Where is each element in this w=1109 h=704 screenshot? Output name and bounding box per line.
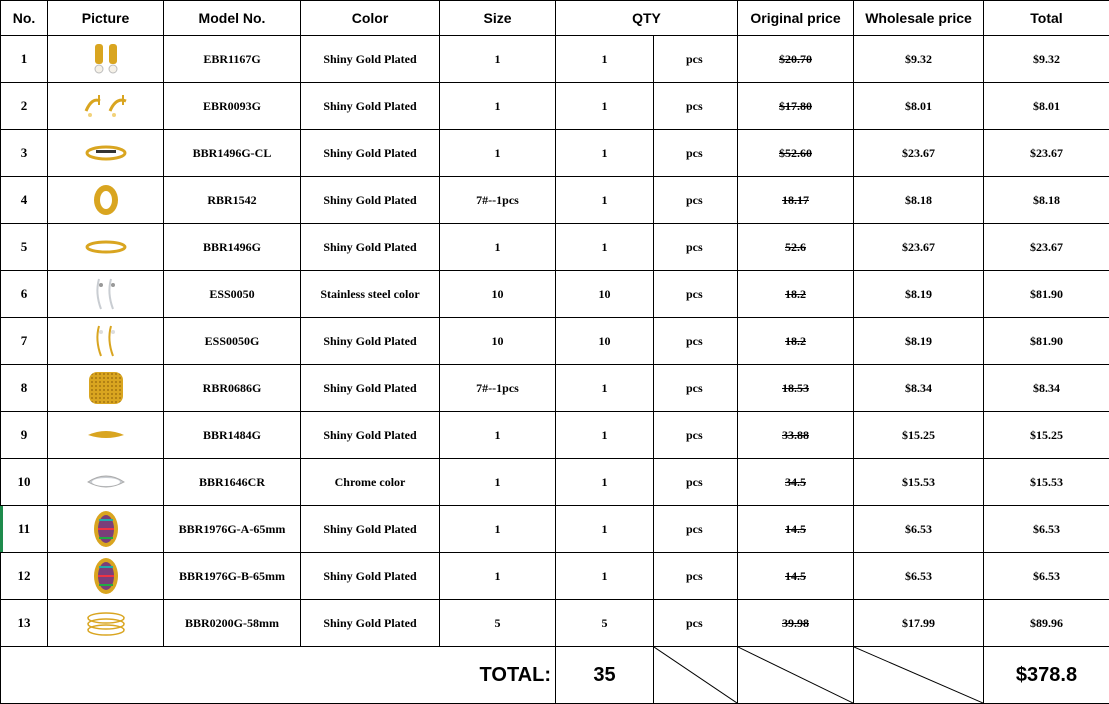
- quantity: 1: [556, 553, 654, 600]
- gold-ring-icon: [48, 177, 163, 223]
- product-picture: [48, 36, 164, 83]
- table-row: [1, 506, 1109, 553]
- wholesale-price: $15.25: [854, 412, 984, 459]
- product-picture: [48, 318, 164, 365]
- product-size: 10: [440, 271, 556, 318]
- quantity: 10: [556, 271, 654, 318]
- product-color: Shiny Gold Plated: [301, 365, 440, 412]
- row-number: 11: [1, 506, 48, 553]
- silver-ear-cuff-icon: [48, 271, 163, 317]
- line-total: $81.90: [984, 271, 1109, 318]
- product-picture: [48, 412, 164, 459]
- quantity-unit: pcs: [654, 36, 738, 83]
- wholesale-price: $6.53: [854, 506, 984, 553]
- product-picture: [48, 83, 164, 130]
- product-color: Shiny Gold Plated: [301, 36, 440, 83]
- gold-mesh-ring-icon: [48, 365, 163, 411]
- quantity: 1: [556, 83, 654, 130]
- quantity-unit: pcs: [654, 506, 738, 553]
- wholesale-price: $6.53: [854, 553, 984, 600]
- product-size: 1: [440, 83, 556, 130]
- original-price: 33.88: [782, 427, 809, 442]
- product-size: 1: [440, 412, 556, 459]
- original-price: $52.60: [779, 145, 812, 160]
- table-row: [1, 365, 1109, 412]
- product-picture: [48, 130, 164, 177]
- product-picture: [48, 459, 164, 506]
- product-color: Shiny Gold Plated: [301, 506, 440, 553]
- product-size: 7#--1pcs: [440, 365, 556, 412]
- quantity-unit: pcs: [654, 412, 738, 459]
- line-total: $6.53: [984, 506, 1109, 553]
- line-total: $9.32: [984, 36, 1109, 83]
- quantity: 10: [556, 318, 654, 365]
- model-number: BBR1496G-CL: [164, 130, 301, 177]
- model-number: EBR1167G: [164, 36, 301, 83]
- gold-bracelet-icon: [48, 130, 163, 176]
- quantity: 1: [556, 224, 654, 271]
- header-size: Size: [440, 1, 556, 36]
- wholesale-price: $23.67: [854, 130, 984, 177]
- product-size: 1: [440, 224, 556, 271]
- product-picture: [48, 224, 164, 271]
- original-price: 39.98: [782, 615, 809, 630]
- table-row: [1, 83, 1109, 130]
- header-color: Color: [301, 1, 440, 36]
- model-number: ESS0050G: [164, 318, 301, 365]
- row-number: 6: [1, 271, 48, 318]
- wholesale-price: $23.67: [854, 224, 984, 271]
- line-total: $15.25: [984, 412, 1109, 459]
- line-total: $15.53: [984, 459, 1109, 506]
- header-total: Total: [984, 1, 1109, 36]
- line-total: $89.96: [984, 600, 1109, 647]
- row-number: 4: [1, 177, 48, 224]
- quantity: 1: [556, 459, 654, 506]
- model-number: BBR1646CR: [164, 459, 301, 506]
- row-number: 13: [1, 600, 48, 647]
- table-row: [1, 224, 1109, 271]
- product-color: Shiny Gold Plated: [301, 318, 440, 365]
- quantity-unit: pcs: [654, 365, 738, 412]
- product-size: 1: [440, 36, 556, 83]
- original-price: 52.6: [785, 239, 806, 254]
- line-total: $23.67: [984, 224, 1109, 271]
- gold-earring-icon: [48, 36, 163, 82]
- table-row: [1, 318, 1109, 365]
- quantity-unit: pcs: [654, 553, 738, 600]
- product-size: 1: [440, 506, 556, 553]
- product-color: Shiny Gold Plated: [301, 412, 440, 459]
- product-size: 10: [440, 318, 556, 365]
- enamel-bangle-icon: [48, 553, 163, 599]
- quantity-unit: pcs: [654, 271, 738, 318]
- quantity: 1: [556, 412, 654, 459]
- product-picture: [48, 600, 164, 647]
- wholesale-price: $8.34: [854, 365, 984, 412]
- quantity-unit: pcs: [654, 224, 738, 271]
- table-row: [1, 412, 1109, 459]
- product-picture: [48, 553, 164, 600]
- line-total: $23.67: [984, 130, 1109, 177]
- quantity: 5: [556, 600, 654, 647]
- product-size: 1: [440, 553, 556, 600]
- wholesale-price: $15.53: [854, 459, 984, 506]
- model-number: EBR0093G: [164, 83, 301, 130]
- product-picture: [48, 177, 164, 224]
- row-number: 9: [1, 412, 48, 459]
- gold-cuff-bracelet-icon: [48, 412, 163, 458]
- original-price: 18.2: [785, 286, 806, 301]
- model-number: BBR0200G-58mm: [164, 600, 301, 647]
- header-model: Model No.: [164, 1, 301, 36]
- product-size: 5: [440, 600, 556, 647]
- model-number: ESS0050: [164, 271, 301, 318]
- header-qty: QTY: [556, 1, 738, 36]
- original-price: $17.80: [779, 98, 812, 113]
- row-number: 7: [1, 318, 48, 365]
- model-number: BBR1484G: [164, 412, 301, 459]
- table-row: [1, 553, 1109, 600]
- line-total: $8.18: [984, 177, 1109, 224]
- product-picture: [48, 506, 164, 553]
- quantity-unit: pcs: [654, 177, 738, 224]
- original-price: 18.17: [782, 192, 809, 207]
- model-number: RBR0686G: [164, 365, 301, 412]
- quantity-unit: pcs: [654, 600, 738, 647]
- product-color: Stainless steel color: [301, 271, 440, 318]
- empty-diagonal-cell: [654, 647, 738, 704]
- table-row: [1, 130, 1109, 177]
- row-number: 10: [1, 459, 48, 506]
- gold-bangle-icon: [48, 224, 163, 270]
- header-wholesale-price: Wholesale price: [854, 1, 984, 36]
- line-total: $6.53: [984, 553, 1109, 600]
- wholesale-price: $17.99: [854, 600, 984, 647]
- header-original-price: Original price: [738, 1, 854, 36]
- total-row: [1, 647, 1109, 704]
- product-color: Shiny Gold Plated: [301, 130, 440, 177]
- model-number: BBR1496G: [164, 224, 301, 271]
- wholesale-price: $8.01: [854, 83, 984, 130]
- quantity-unit: pcs: [654, 459, 738, 506]
- original-price: 14.5: [785, 521, 806, 536]
- model-number: BBR1976G-A-65mm: [164, 506, 301, 553]
- header-picture: Picture: [48, 1, 164, 36]
- table-row: [1, 600, 1109, 647]
- table-row: [1, 271, 1109, 318]
- product-color: Shiny Gold Plated: [301, 600, 440, 647]
- product-color: Shiny Gold Plated: [301, 177, 440, 224]
- original-price: 18.2: [785, 333, 806, 348]
- original-price: 34.5: [785, 474, 806, 489]
- row-number: 8: [1, 365, 48, 412]
- row-number: 12: [1, 553, 48, 600]
- gold-ear-climber-icon: [48, 83, 163, 129]
- total-label: TOTAL:: [1, 647, 556, 704]
- quantity: 1: [556, 506, 654, 553]
- line-total: $81.90: [984, 318, 1109, 365]
- quantity: 1: [556, 365, 654, 412]
- table-row: [1, 459, 1109, 506]
- grand-total: $378.8: [984, 647, 1109, 704]
- wholesale-price: $9.32: [854, 36, 984, 83]
- product-picture: [48, 365, 164, 412]
- original-price: 18.53: [782, 380, 809, 395]
- product-color: Chrome color: [301, 459, 440, 506]
- silver-cuff-bracelet-icon: [48, 459, 163, 505]
- enamel-bangle-icon: [48, 506, 163, 552]
- header-no: No.: [1, 1, 48, 36]
- product-size: 7#--1pcs: [440, 177, 556, 224]
- product-color: Shiny Gold Plated: [301, 553, 440, 600]
- product-color: Shiny Gold Plated: [301, 224, 440, 271]
- empty-diagonal-cell: [738, 647, 854, 704]
- row-number: 3: [1, 130, 48, 177]
- original-price: 14.5: [785, 568, 806, 583]
- original-price: $20.70: [779, 51, 812, 66]
- header-row: [1, 1, 1109, 36]
- gold-ear-cuff-icon: [48, 318, 163, 364]
- table-row: [1, 36, 1109, 83]
- line-total: $8.01: [984, 83, 1109, 130]
- model-number: BBR1976G-B-65mm: [164, 553, 301, 600]
- product-picture: [48, 271, 164, 318]
- quantity-unit: pcs: [654, 130, 738, 177]
- table-row: [1, 177, 1109, 224]
- model-number: RBR1542: [164, 177, 301, 224]
- row-selection-marker: [0, 506, 3, 552]
- row-number: 5: [1, 224, 48, 271]
- product-color: Shiny Gold Plated: [301, 83, 440, 130]
- quantity: 1: [556, 130, 654, 177]
- total-qty: 35: [556, 647, 654, 704]
- product-size: 1: [440, 459, 556, 506]
- wholesale-price: $8.18: [854, 177, 984, 224]
- row-number: 2: [1, 83, 48, 130]
- quantity: 1: [556, 36, 654, 83]
- quantity: 1: [556, 177, 654, 224]
- wholesale-price: $8.19: [854, 318, 984, 365]
- line-total: $8.34: [984, 365, 1109, 412]
- gold-wire-cuff-icon: [48, 600, 163, 646]
- quantity-unit: pcs: [654, 83, 738, 130]
- product-size: 1: [440, 130, 556, 177]
- wholesale-price: $8.19: [854, 271, 984, 318]
- row-number: 1: [1, 36, 48, 83]
- quantity-unit: pcs: [654, 318, 738, 365]
- empty-diagonal-cell: [854, 647, 984, 704]
